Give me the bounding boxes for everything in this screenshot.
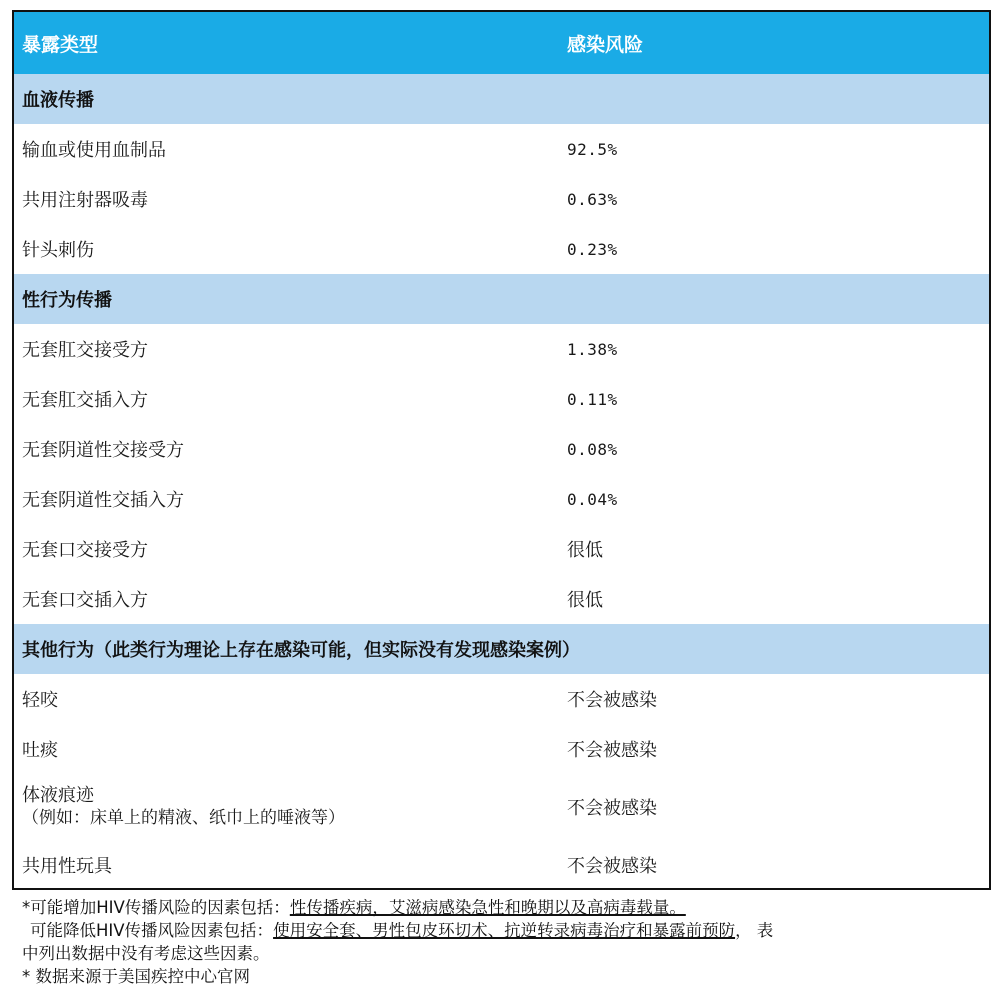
infection-risk: 很低 xyxy=(567,590,603,611)
infection-risk: 0.11% xyxy=(567,389,618,409)
table-row xyxy=(14,774,989,840)
exposure-type xyxy=(14,785,567,829)
infection-risk: 不会被感染 xyxy=(567,798,657,819)
exposure-type: 无套肛交插入方 xyxy=(22,390,148,411)
infection-risk: 0.04% xyxy=(567,489,618,509)
infection-risk: 0.08% xyxy=(567,439,618,459)
infection-risk: 0.23% xyxy=(567,239,618,259)
table-row xyxy=(14,424,989,474)
infection-risk: 92.5% xyxy=(567,139,618,159)
exposure-type-main: 体液痕迹 xyxy=(22,785,94,806)
table-row xyxy=(14,674,989,724)
footnote-increase-factors: 性传播疾病，艾滋病感染急性和晚期以及高病毒载量。 xyxy=(289,898,686,917)
footnote-disclaimer: 中列出数据中没有考虑这些因素。 xyxy=(22,944,270,963)
table-row xyxy=(14,174,989,224)
footnote-source: * 数据来源于美国疾控中心官网 xyxy=(22,967,250,986)
section-title: 血液传播 xyxy=(22,90,94,111)
table-row xyxy=(14,574,989,624)
exposure-type: 无套阴道性交插入方 xyxy=(22,490,184,511)
table-row xyxy=(14,840,989,890)
table-row xyxy=(14,724,989,774)
table-row xyxy=(14,374,989,424)
header-infection-risk: 感染风险 xyxy=(567,33,644,56)
exposure-type: 无套口交插入方 xyxy=(22,590,148,611)
footnote-decrease-factors: 使用安全套、男性包皮环切术、抗逆转录病毒治疗和暴露前预防 xyxy=(273,921,736,940)
exposure-type: 无套口交接受方 xyxy=(22,540,148,561)
table-row xyxy=(14,524,989,574)
footnote-increase xyxy=(22,896,982,919)
infection-risk: 不会被感染 xyxy=(567,856,657,877)
footnote-decrease xyxy=(22,919,982,942)
table-row xyxy=(14,124,989,174)
exposure-type: 共用性玩具 xyxy=(22,856,112,877)
section-sexual xyxy=(14,274,989,324)
table-row xyxy=(14,224,989,274)
table-row xyxy=(14,474,989,524)
footnote-decrease-prefix: 可能降低HIV传播风险因素包括： xyxy=(30,921,274,940)
infection-risk: 0.63% xyxy=(567,189,618,209)
footnotes xyxy=(22,896,982,988)
footnote-decrease-suffix: ， 表 xyxy=(735,921,774,940)
exposure-type: 吐痰 xyxy=(22,740,58,761)
section-blood xyxy=(14,74,989,124)
exposure-type: 轻咬 xyxy=(22,690,58,711)
exposure-type: 无套阴道性交接受方 xyxy=(22,440,184,461)
header-exposure-type: 暴露类型 xyxy=(22,33,99,56)
section-title: 其他行为（此类行为理论上存在感染可能，但实际没有发现感染案例） xyxy=(22,640,580,661)
table-header xyxy=(14,12,989,74)
footnote-increase-prefix: *可能增加HIV传播风险的因素包括： xyxy=(22,898,290,917)
exposure-type-example: （例如：床单上的精液、纸巾上的唾液等） xyxy=(22,808,345,828)
table-row xyxy=(14,324,989,374)
infection-risk: 1.38% xyxy=(567,339,618,359)
infection-risk: 不会被感染 xyxy=(567,690,657,711)
infection-risk: 不会被感染 xyxy=(567,740,657,761)
section-other xyxy=(14,624,989,674)
exposure-type: 针头刺伤 xyxy=(22,240,94,261)
risk-table xyxy=(12,10,991,890)
infection-risk: 很低 xyxy=(567,540,603,561)
exposure-type: 共用注射器吸毒 xyxy=(22,190,148,211)
section-title: 性行为传播 xyxy=(22,290,112,311)
exposure-type: 无套肛交接受方 xyxy=(22,340,148,361)
exposure-type: 输血或使用血制品 xyxy=(22,140,166,161)
